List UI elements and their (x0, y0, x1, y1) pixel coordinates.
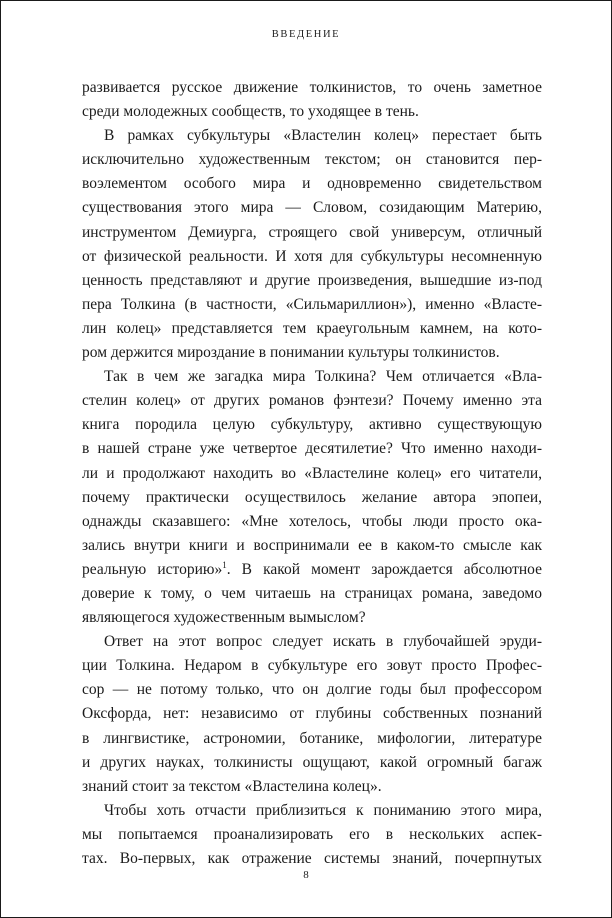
text-line: в нашей стране уже четвертое десятилетие? Что именно находи- (82, 440, 542, 458)
page-number: 8 (303, 869, 309, 881)
text-line: исключительно художественным текстом; он становится пер- (82, 151, 542, 169)
text-line: однажды сказавшего: «Мне хотелось, чтобы люди просто ока- (82, 512, 542, 530)
text-line: от физической реальности. И хотя для субкультуры несомненную (82, 247, 542, 265)
text-line: знаний стоит за текстом «Властелина колец». (82, 777, 382, 795)
text-line: инструментом Демиурга, строящего свой универсум, отличный (82, 223, 542, 241)
text-line: тах. Во-первых, как отражение системы знаний, почерпнутых (82, 850, 542, 867)
text-line: в лингвистике, астрономии, ботанике, мифологии, литературе (82, 729, 542, 747)
text-line: сор — не потому только, что он долгие годы был профессором (82, 681, 542, 699)
text-line: Так в чем же загадка мира Толкина? Чем отличается «Вла- (104, 368, 542, 386)
text-line: ции Толкина. Недаром в субкультуре его зовут просто Профес- (82, 657, 542, 675)
text-line: книга породила целую субкультуру, активно существующую (82, 416, 542, 434)
text-line: существования этого мира — Словом, созидающим Материю, (82, 199, 542, 217)
text-line: доверие к тому, о чем читаешь на страницах романа, заведомо (82, 584, 542, 602)
text-line: развивается русское движение толкинистов, то очень заметное (82, 79, 542, 96)
text-line: Ответ на этот вопрос следует искать в глубочайшей эруди- (104, 633, 542, 651)
text-line: Чтобы хоть отчасти приблизиться к пониманию этого мира, (104, 801, 542, 819)
text-line: В рамках субкультуры «Властелин колец» перестает быть (104, 127, 542, 145)
text-line: пера Толкина (в частности, «Сильмариллион»), именно «Власте- (82, 295, 542, 313)
footnote-reference[interactable]: 1 (222, 559, 227, 570)
text-line: являющегося художественным вымыслом? (82, 609, 366, 627)
text-line: Оксфорда, нет: независимо от глубины собственных познаний (82, 705, 542, 723)
text-line: среди молодежных сообществ, то уходящее в тень. (82, 103, 419, 121)
text-line: почему практически осуществилось желание автора эпопеи, (82, 488, 542, 506)
text-line: мы попытаемся проанализировать его в нескольких аспек- (82, 825, 542, 843)
running-title: ВВЕДЕНИЕ (271, 29, 341, 40)
text-fragment: . В какой момент зарождается абсолютное (226, 560, 542, 578)
text-line-with-footnote (82, 558, 542, 582)
text-line: зались внутри книги и воспринимали ее в каком-то смысле как (82, 536, 542, 554)
text-line: ли и продолжают находить во «Властелине колец» его читатели, (82, 464, 542, 482)
text-line: воэлементом особого мира и одновременно свидетельством (82, 175, 542, 193)
text-line: стелин колец» от других романов фэнтези? Почему именно эта (82, 392, 542, 410)
text-line: лин колец» представляется тем краеугольным камнем, на кото- (82, 319, 542, 337)
text-line: ценность представляют и другие произведения, вышедшие из-под (82, 271, 542, 289)
text-line: ром держится мироздание в понимании культуры толкинистов. (82, 344, 500, 362)
text-line: и других науках, толкинисты ощущают, какой огромный багаж (82, 753, 542, 771)
body-text (82, 76, 542, 871)
text-fragment: реальную историю» (82, 560, 223, 578)
